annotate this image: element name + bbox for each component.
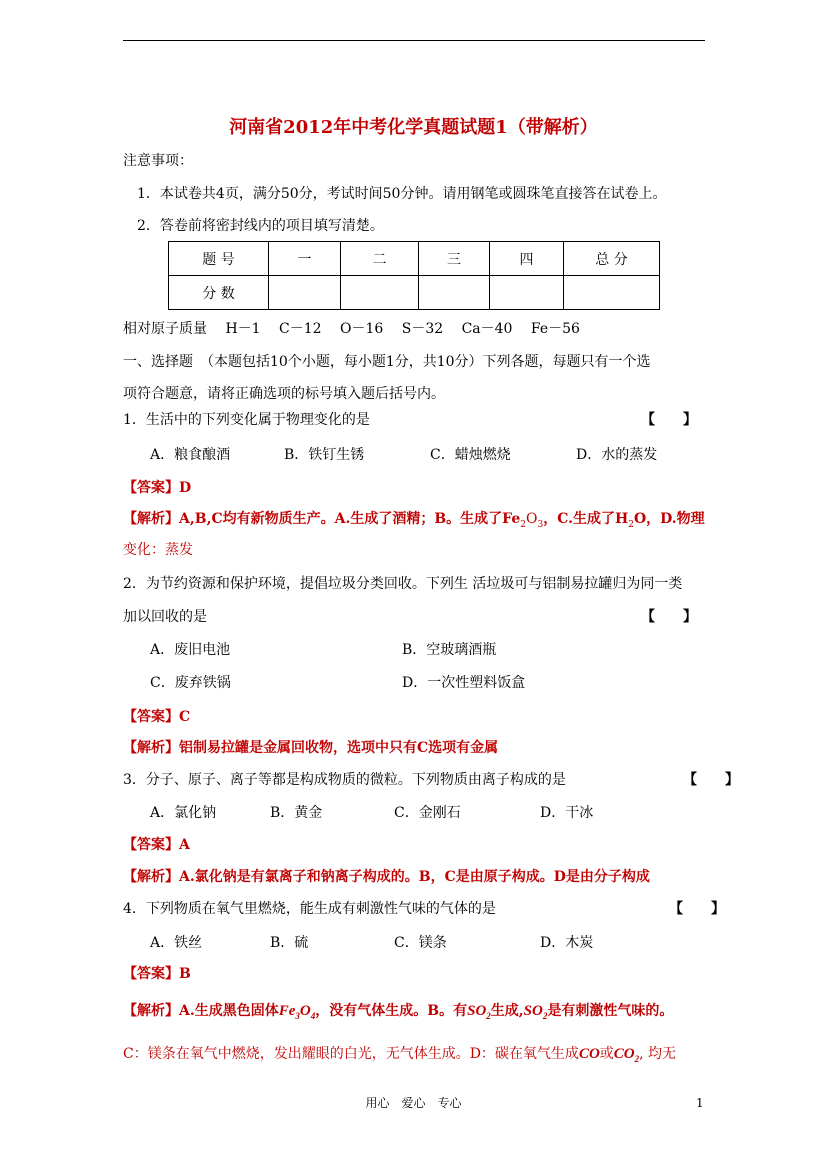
header-rule bbox=[123, 40, 705, 41]
q3-stem: 3．分子、原子、离子等都是构成物质的微粒。下列物质由离子构成的是 bbox=[123, 772, 566, 788]
q4-option-a: A．铁丝 bbox=[150, 935, 203, 951]
q4-option-d: D．木炭 bbox=[540, 935, 594, 951]
formula-text: CO bbox=[613, 1046, 635, 1062]
q1-stem: 1．生活中的下列变化属于物理变化的是 bbox=[123, 412, 370, 428]
formula-text: O bbox=[525, 511, 538, 527]
q3-answer-bracket[interactable]: 【 】 bbox=[683, 772, 739, 788]
q1-answer: 【答案】D bbox=[123, 480, 192, 496]
q3-analysis: 【解析】A.氯化钠是有氯离子和钠离子构成的。B，C是由原子构成。D是由分子构成 bbox=[123, 869, 650, 885]
q1-option-b: B．铁钉生锈 bbox=[284, 447, 365, 463]
section1-intro-line1: 一、选择题 （本题包括10个小题，每小题1分，共10分）下列各题，每题只有一个选 bbox=[123, 354, 651, 370]
formula-subscript: 4 bbox=[310, 1011, 316, 1021]
table-header-cell: 二 bbox=[341, 242, 419, 276]
q1-analysis-line2: 变化：蒸发 bbox=[123, 542, 193, 558]
chem-formula bbox=[524, 1003, 548, 1019]
formula-subscript: 3 bbox=[537, 519, 544, 530]
atomic-mass-line: 相对原子质量 H－1 C－12 O－16 S－32 Ca－40 Fe－56 bbox=[123, 321, 580, 337]
q2-option-b: B．空玻璃酒瓶 bbox=[402, 642, 497, 658]
q4-analysis-text-d: 是有刺激性气味的。 bbox=[547, 1003, 674, 1019]
table-row bbox=[169, 242, 660, 276]
score-cell[interactable] bbox=[269, 276, 341, 310]
chem-formula bbox=[279, 1003, 316, 1019]
q2-answer-bracket[interactable]: 【 】 bbox=[641, 609, 697, 625]
formula-subscript: 3 bbox=[295, 1011, 300, 1021]
q4-analysis-line2-text-b: , 均无 bbox=[639, 1046, 677, 1062]
q4-analysis-line2-text-a: C：镁条在氧气中燃烧，发出耀眼的白光，无气体生成。D：碳在氧气生成 bbox=[123, 1046, 579, 1062]
formula-subscript: 2 bbox=[542, 1011, 548, 1021]
q2-stem-line2: 加以回收的是 bbox=[123, 609, 207, 625]
q1-answer-bracket[interactable]: 【 】 bbox=[641, 412, 697, 428]
q4-stem: 4．下列物质在氧气里燃烧，能生成有刺激性气味的气体的是 bbox=[123, 901, 496, 917]
score-cell[interactable] bbox=[419, 276, 490, 310]
q2-option-a: A．废旧电池 bbox=[150, 642, 231, 658]
chem-formula bbox=[467, 1003, 491, 1019]
q3-option-b: B．黄金 bbox=[270, 805, 323, 821]
q1-analysis bbox=[123, 510, 705, 534]
score-table bbox=[168, 241, 660, 310]
q2-option-d: D．一次性塑料饭盒 bbox=[402, 675, 526, 691]
q2-option-c: C．废弃铁锅 bbox=[150, 675, 231, 691]
q1-option-c: C．蜡烛燃烧 bbox=[430, 447, 511, 463]
formula-text: SO bbox=[467, 1003, 487, 1019]
q2-analysis: 【解析】铝制易拉罐是金属回收物，选项中只有C选项有金属 bbox=[123, 740, 499, 756]
q4-analysis-or: 或 bbox=[599, 1046, 614, 1062]
score-cell[interactable] bbox=[490, 276, 564, 310]
q4-option-b: B．硫 bbox=[270, 935, 309, 951]
page-title: 河南省2012年中考化学真题试题1（带解析） bbox=[229, 117, 598, 138]
table-row bbox=[169, 276, 660, 310]
table-row-label: 分 数 bbox=[169, 276, 269, 310]
table-header-cell: 总 分 bbox=[564, 242, 660, 276]
score-cell[interactable] bbox=[341, 276, 419, 310]
formula-subscript: 2 bbox=[520, 519, 526, 530]
q4-option-c: C．镁条 bbox=[394, 935, 447, 951]
formula-subscript: 2 bbox=[486, 1011, 491, 1021]
notes-heading: 注意事项： bbox=[123, 153, 193, 169]
section1-intro-line2: 项符合题意，请将正确选项的标号填入题后括号内。 bbox=[123, 386, 445, 402]
table-header-cell: 题 号 bbox=[169, 242, 269, 276]
q4-answer-bracket[interactable]: 【 】 bbox=[669, 901, 725, 917]
score-cell[interactable] bbox=[564, 276, 660, 310]
table-header-cell: 三 bbox=[419, 242, 490, 276]
q2-answer: 【答案】C bbox=[123, 709, 191, 725]
table-header-cell: 一 bbox=[269, 242, 341, 276]
q4-analysis-text-a: 【解析】A.生成黑色固体 bbox=[123, 1003, 279, 1019]
note-item-2: 2．答卷前将密封线内的项目填写清楚。 bbox=[137, 218, 384, 234]
q4-answer: 【答案】B bbox=[123, 966, 191, 982]
q2-stem-line1: 2．为节约资源和保护环境，提倡垃圾分类回收。下列生 活垃圾可与铝制易拉罐归为同一类 bbox=[123, 576, 683, 592]
table-header-cell: 四 bbox=[490, 242, 564, 276]
page-number: 1 bbox=[696, 1096, 704, 1110]
q1-option-a: A．粮食酿酒 bbox=[150, 447, 231, 463]
q4-analysis bbox=[123, 1002, 673, 1025]
q1-analysis-text-b: ，C.生成了H bbox=[543, 511, 629, 527]
q3-option-c: C．金刚石 bbox=[394, 805, 461, 821]
q1-analysis-text-c: O，D.物理 bbox=[633, 511, 705, 527]
q1-analysis-text-a: 【解析】A,B,C均有新物质生产。A.生成了酒精；B。生成了Fe bbox=[123, 511, 521, 527]
q4-analysis-text-c: 生成, bbox=[490, 1003, 524, 1019]
q4-analysis-line2 bbox=[123, 1045, 676, 1068]
formula-text: O bbox=[299, 1003, 311, 1019]
q3-answer: 【答案】A bbox=[123, 837, 190, 853]
note-item-1: 1．本试卷共4页，满分50分，考试时间50分钟。请用钢笔或圆珠笔直接答在试卷上。 bbox=[137, 186, 667, 202]
formula-subscript: 2 bbox=[628, 519, 634, 530]
formula-text: Fe bbox=[278, 1003, 296, 1019]
chem-formula: CO bbox=[578, 1046, 600, 1062]
formula-subscript: 2 bbox=[634, 1054, 640, 1064]
q4-analysis-text-b: ，没有气体生成。B。有 bbox=[315, 1003, 468, 1019]
chem-formula bbox=[614, 1046, 639, 1062]
q1-option-d: D．水的蒸发 bbox=[576, 447, 658, 463]
formula-text: SO bbox=[523, 1003, 543, 1019]
q3-option-a: A．氯化钠 bbox=[150, 805, 217, 821]
page-footer: 用心 爱心 专心 bbox=[365, 1096, 462, 1110]
q3-option-d: D．干冰 bbox=[540, 805, 594, 821]
